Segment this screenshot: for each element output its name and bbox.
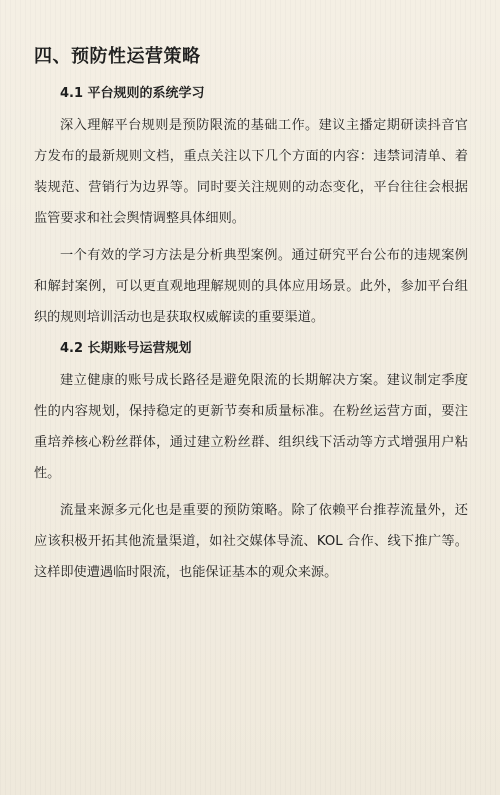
subsection-heading-1: 4.1 平台规则的系统学习 — [60, 86, 205, 101]
paragraph-4: 流量来源多元化也是重要的预防策略。除了依赖平台推荐流量外，还应该积极开拓其他流量渠道，如社交媒体导流、KOL 合作、线下推广等。这样即使遭遇临时限流，也能保证基本的观众来源。 — [34, 503, 468, 580]
paragraph-1: 深入理解平台规则是预防限流的基础工作。建议主播定期研读抖音官方发布的最新规则文档，重点关注以下几个方面的内容：违禁词清单、着装规范、营销行为边界等。同时要关注规则的动态变化，平台往往会根据监管要求和社会舆情调整具体细则。 — [34, 118, 468, 226]
section-title: 四、预防性运营策略 — [34, 46, 201, 67]
paragraph-2: 一个有效的学习方法是分析典型案例。通过研究平台公布的违规案例和解封案例，可以更直观地理解规则的具体应用场景。此外，参加平台组织的规则培训活动也是获取权威解读的重要渠道。 — [34, 248, 468, 325]
paragraph-3: 建立健康的账号成长路径是避免限流的长期解决方案。建议制定季度性的内容规划，保持稳定的更新节奏和质量标准。在粉丝运营方面，要注重培养核心粉丝群体，通过建立粉丝群、组织线下活动等方式增强用户粘性。 — [34, 373, 468, 481]
subsection-heading-2: 4.2 长期账号运营规划 — [60, 341, 192, 356]
